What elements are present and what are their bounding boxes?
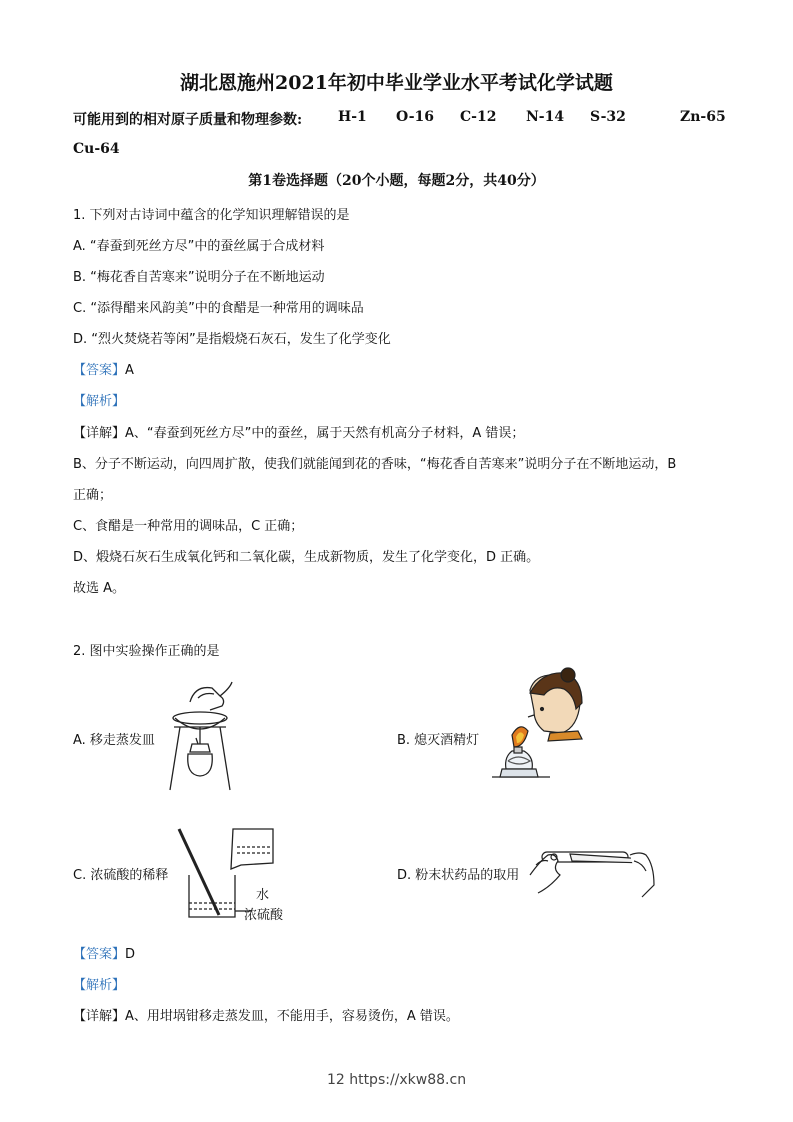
- figure-c-acid-label: 浓硫酸: [244, 908, 284, 923]
- q1-analysis-tag: 【解析】: [73, 394, 126, 409]
- q1-detail-line-4: C、食醋是一种常用的调味品，C 正确；: [73, 519, 304, 534]
- q2-answer-tag: 【答案】: [73, 947, 126, 962]
- params-label: 可能用到的相对原子质量和物理参数:: [73, 112, 303, 128]
- param-zn: Zn-65: [680, 109, 726, 125]
- q1-option-b: B. “梅花香自苦寒来”说明分子在不断地运动: [73, 270, 325, 285]
- q1-detail: [73, 422, 524, 441]
- q1-option-d: D. “烈火焚烧若等闲”是指煅烧石灰石，发生了化学变化: [73, 332, 391, 347]
- q1-option-c: C. “添得醋来风韵美”中的食醋是一种常用的调味品: [73, 301, 364, 316]
- q2-stem: 2. 图中实验操作正确的是: [73, 644, 220, 659]
- q2-answer: [73, 943, 135, 962]
- q1-detail-line-1: A、“春蚕到死丝方尽”中的蚕丝，属于天然有机高分子材料，A 错误；: [125, 426, 525, 441]
- q2-analysis-tag: 【解析】: [73, 978, 126, 993]
- q1-option-a: A. “春蚕到死丝方尽”中的蚕丝属于合成材料: [73, 239, 325, 254]
- figure-powder-tube: [530, 835, 660, 905]
- param-c: C-12: [460, 109, 497, 125]
- q2-option-b: B. 熄灭酒精灯: [397, 733, 480, 748]
- q2-option-a: A. 移走蒸发皿: [73, 733, 155, 748]
- q1-detail-tag: 【详解】: [73, 426, 126, 441]
- q2-detail: [73, 1005, 459, 1024]
- q1-answer: [73, 359, 134, 378]
- page-title: 湖北恩施州2021年初中毕业学业水平考试化学试题: [180, 72, 613, 94]
- q1-detail-line-3: 正确；: [73, 488, 113, 503]
- q1-answer-tag: 【答案】: [73, 363, 126, 378]
- param-h: H-1: [338, 109, 367, 125]
- param-n: N-14: [526, 109, 565, 125]
- param-cu: Cu-64: [73, 141, 120, 157]
- figure-alcohol-lamp: [490, 665, 590, 805]
- section-title: 第1卷选择题（20个小题，每题2分，共40分）: [248, 173, 545, 189]
- q1-detail-line-2: B、分子不断运动，向四周扩散，使我们就能闻到花的香味，“梅花香自苦寒来”说明分子在不断地运动，B: [73, 457, 677, 472]
- q2-detail-tag: 【详解】: [73, 1009, 126, 1024]
- q2-detail-text: A、用坩埚钳移走蒸发皿，不能用手，容易烫伤，A 错误。: [125, 1009, 459, 1024]
- q1-detail-line-6: 故选 A。: [73, 581, 126, 596]
- q2-answer-value: D: [125, 947, 136, 962]
- page-footer: 12 https://xkw88.cn: [326, 1072, 467, 1088]
- q1-detail-line-5: D、煅烧石灰石生成氧化钙和二氧化碳，生成新物质，发生了化学变化，D 正确。: [73, 550, 540, 565]
- q2-option-c: C. 浓硫酸的稀释: [73, 868, 169, 883]
- q2-option-d: D. 粉末状药品的取用: [397, 868, 520, 883]
- figure-c-water-label: 水: [256, 888, 270, 903]
- q1-answer-value: A: [125, 363, 134, 378]
- q1-stem: 1. 下列对古诗词中蕴含的化学知识理解错误的是: [73, 208, 350, 223]
- figure-evaporating-dish: [160, 680, 240, 795]
- param-o: O-16: [396, 109, 435, 125]
- param-s: S-32: [590, 109, 626, 125]
